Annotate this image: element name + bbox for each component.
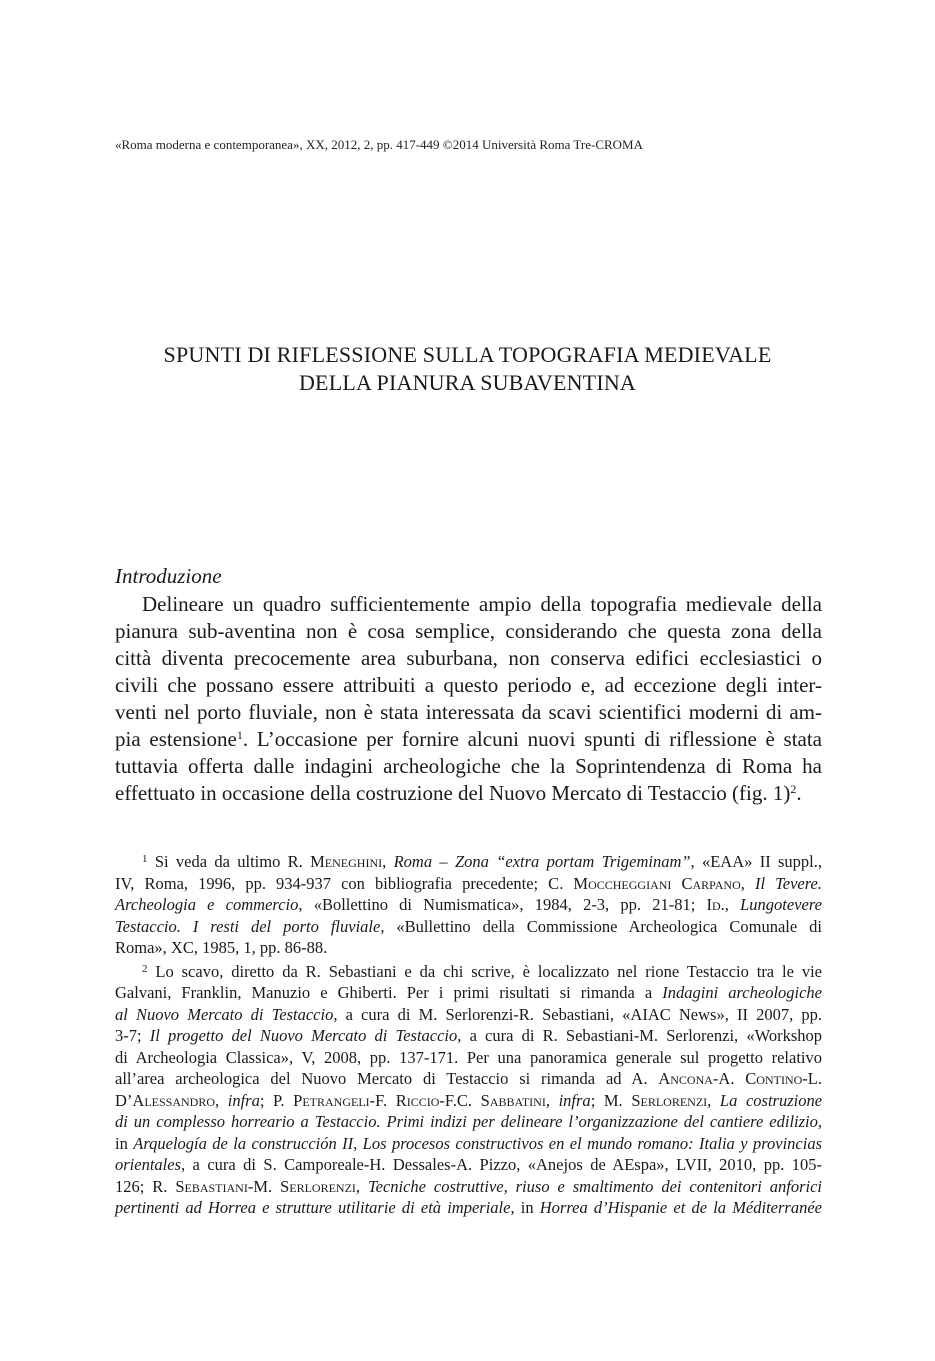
footnote-text-segment: -F.C. — [439, 1090, 481, 1110]
footnote-2 — [115, 959, 822, 1219]
footnote-text-segment: Ancona — [658, 1069, 713, 1088]
footnote-text-segment: -M. — [247, 1176, 281, 1196]
footnote-text-segment: pertinenti ad Horrea e strutture utilitarie di età imperiale — [115, 1198, 511, 1217]
body-line: pianura sub-aventina non è cosa semplice, considerando che questa zona della — [115, 619, 822, 643]
footnote-text-segment: Il Tevere. — [754, 873, 823, 893]
footnote-text-segment: infra — [227, 1090, 260, 1110]
footnote-text-segment: in — [115, 1133, 134, 1153]
body-line: venti nel porto fluviale, non è stata interessata da scavi scientifici moderni di am- — [115, 700, 822, 724]
footnote-line — [115, 1004, 822, 1026]
footnote-text-segment: IV, Roma, 1996, pp. 934-937 con bibliografia precedente; C. — [115, 873, 574, 893]
body-text-segment: pia estensione — [115, 727, 237, 751]
footnote-line — [115, 849, 822, 873]
footnote-text-segment: , a cura di S. Camporeale-H. Dessales-A. Pizzo, «Anejos de AEspa», LVII, 2010, pp. 105- — [181, 1155, 822, 1174]
footnote-line — [115, 1133, 822, 1155]
footnote-text-segment: Roma – Zona “extra portam Trigeminam” — [393, 852, 691, 871]
footnote-line — [115, 1090, 822, 1112]
footnote-number: 1 — [142, 853, 148, 865]
footnote-text-segment: D’ — [115, 1090, 133, 1110]
footnote-line — [115, 1154, 822, 1176]
footnote-number: 2 — [142, 962, 148, 975]
body-line: città diventa precocemente area suburbana, non conserva edifici ecclesiastici o — [115, 646, 822, 670]
footnote-text-segment: al Nuovo Mercato di Testaccio — [115, 1004, 334, 1024]
footnote-line — [115, 982, 822, 1004]
footnote-text-segment: , in — [510, 1198, 540, 1217]
footnote-line — [115, 1025, 822, 1047]
article-title — [0, 341, 935, 397]
footnote-line — [115, 1111, 822, 1133]
footnote-text-segment: 3-7; — [115, 1026, 150, 1045]
footnote-line — [115, 1068, 822, 1090]
footnote-text-segment: orientales — [115, 1155, 181, 1174]
footnote-text-segment: Tecniche costruttive, riuso e smaltimento dei contenitori anforici — [367, 1176, 822, 1196]
body-line: Delineare un quadro sufficientemente ampio della topografia medievale della — [142, 592, 822, 616]
footnote-text-segment: ; M. — [590, 1090, 632, 1110]
footnote-text-segment: Meneghini — [310, 852, 383, 871]
title-line-1: SPUNTI DI RIFLESSIONE SULLA TOPOGRAFIA MEDIEVALE — [163, 342, 772, 367]
footnote-text-segment: Lungotevere — [740, 895, 822, 914]
footnote-text-segment: Serlorenzi — [280, 1176, 356, 1196]
footnote-line — [115, 937, 822, 959]
body-text-segment: effettuato in occasione della costruzione del Nuovo Mercato di Testaccio (fig. 1) — [115, 781, 791, 805]
footnote-text-segment: Riccio — [395, 1090, 440, 1110]
footnote-1 — [115, 849, 822, 959]
footnote-text-segment: , — [545, 1090, 559, 1110]
body-line — [115, 726, 822, 753]
body-line — [115, 780, 822, 807]
footnote-text-segment: all’area archeologica del Nuovo Mercato di Testaccio si rimanda ad A. — [115, 1069, 659, 1088]
footnote-line — [115, 1197, 822, 1219]
footnote-text-segment: Arquelogía de la construcción II, Los procesos constructivos en el mundo romano: Italia y provincias — [133, 1133, 822, 1153]
footnote-text-segment: Si veda da ultimo R. — [154, 852, 311, 871]
footnote-ref-1: 1 — [236, 728, 243, 742]
footnote-line — [115, 873, 822, 895]
footnote-text-segment: Archeologia e commercio — [115, 895, 299, 914]
footnote-text-segment: Alessandro — [132, 1090, 216, 1110]
footnote-text-segment: Testaccio. I resti del porto fluviale, — [115, 916, 385, 936]
footnote-text-segment: Petrangeli — [293, 1090, 370, 1110]
footnote-text-segment: ; P. — [259, 1090, 294, 1110]
footnote-text-segment: Il progetto del Nuovo Mercato di Testaccio — [149, 1026, 458, 1045]
footnote-text-segment: Sebastiani — [175, 1176, 248, 1196]
title-line-2: DELLA PIANURA SUBAVENTINA — [298, 370, 637, 395]
footnote-text-segment: -L. — [802, 1069, 822, 1088]
footnote-line — [115, 959, 822, 983]
footnote-text-segment: di Archeologia Classica», V, 2008, pp. 137-171. Per una panoramica generale sul progetto relativo — [115, 1047, 822, 1067]
body-paragraph — [115, 591, 822, 807]
footnote-ref-2: 2 — [790, 782, 797, 796]
footnote-text-segment: , — [355, 1176, 368, 1196]
section-heading: Introduzione — [115, 564, 222, 588]
footnote-text-segment: , a cura di M. Serlorenzi-R. Sebastiani, «AIAC News», II 2007, pp. — [333, 1004, 822, 1024]
footnote-text-segment: Sabbatini — [480, 1090, 546, 1110]
footnote-text-segment: 126; R. — [115, 1176, 176, 1196]
footnote-text-segment: , — [215, 1090, 228, 1110]
body-text-segment: . — [796, 781, 802, 805]
footnotes — [115, 849, 822, 1219]
footnote-text-segment: , «EAA» II suppl., — [690, 852, 823, 871]
body-line: tuttavia offerta dalle indagini archeologiche che la Soprintendenza di Roma ha — [115, 754, 822, 778]
footnote-text-segment: infra — [558, 1090, 591, 1110]
footnote-text-segment: , — [707, 1090, 720, 1110]
footnote-text-segment: Galvani, Franklin, Manuzio e Ghiberti. Per i primi risultati si rimanda a — [115, 983, 663, 1002]
footnote-text-segment: Id. — [706, 895, 725, 914]
footnote-line — [115, 1176, 822, 1198]
footnote-text-segment: , «Bollettino di Numismatica», 1984, 2-3, pp. 21-81; — [298, 895, 707, 914]
footnote-text-segment: Indagini archeologiche — [662, 983, 823, 1002]
footnote-text-segment: , a cura di R. Sebastiani-M. Serlorenzi, «Workshop — [457, 1026, 822, 1045]
footnote-line — [115, 1047, 822, 1069]
footnote-text-segment: Roma», XC, 1985, 1, pp. 86-88. — [115, 938, 328, 957]
footnote-text-segment: , — [740, 873, 755, 893]
footnote-text-segment: -F. — [369, 1090, 396, 1110]
footnote-text-segment: , — [382, 852, 394, 871]
footnote-text-segment: La costruzione — [719, 1090, 823, 1110]
footnote-text-segment: , — [724, 895, 741, 914]
footnote-text-segment: di un complesso horreario a Testaccio. Primi indizi per delineare l’organizzazione del cantiere edilizio, — [115, 1112, 822, 1131]
footnote-text-segment: Horrea d’Hispanie et de la Méditerranée — [539, 1198, 822, 1217]
footnote-line — [115, 916, 822, 938]
running-head: «Roma moderna e contemporanea», XX, 2012, 2, pp. 417-449 ©2014 Università Roma Tre-CROMA — [115, 137, 643, 152]
footnote-text-segment: Contino — [745, 1069, 803, 1088]
body-text-segment: . L’occasione per fornire alcuni nuovi spunti di riflessione è stata — [242, 727, 823, 751]
footnote-text-segment: Serlorenzi — [631, 1090, 708, 1110]
footnote-text-segment: Moccheggiani Carpano — [573, 873, 741, 893]
footnote-text-segment: Lo scavo, diretto da R. Sebastiani e da chi scrive, è localizzato nel rione Testaccio tra le vie — [155, 961, 823, 981]
body-line: civili che possano essere attribuiti a questo periodo e, ad eccezione degli inter- — [115, 673, 822, 697]
footnote-text-segment: -A. — [712, 1069, 746, 1088]
footnote-text-segment: «Bullettino della Commissione Archeologica Comunale di — [384, 916, 822, 936]
footnote-line — [115, 894, 822, 916]
